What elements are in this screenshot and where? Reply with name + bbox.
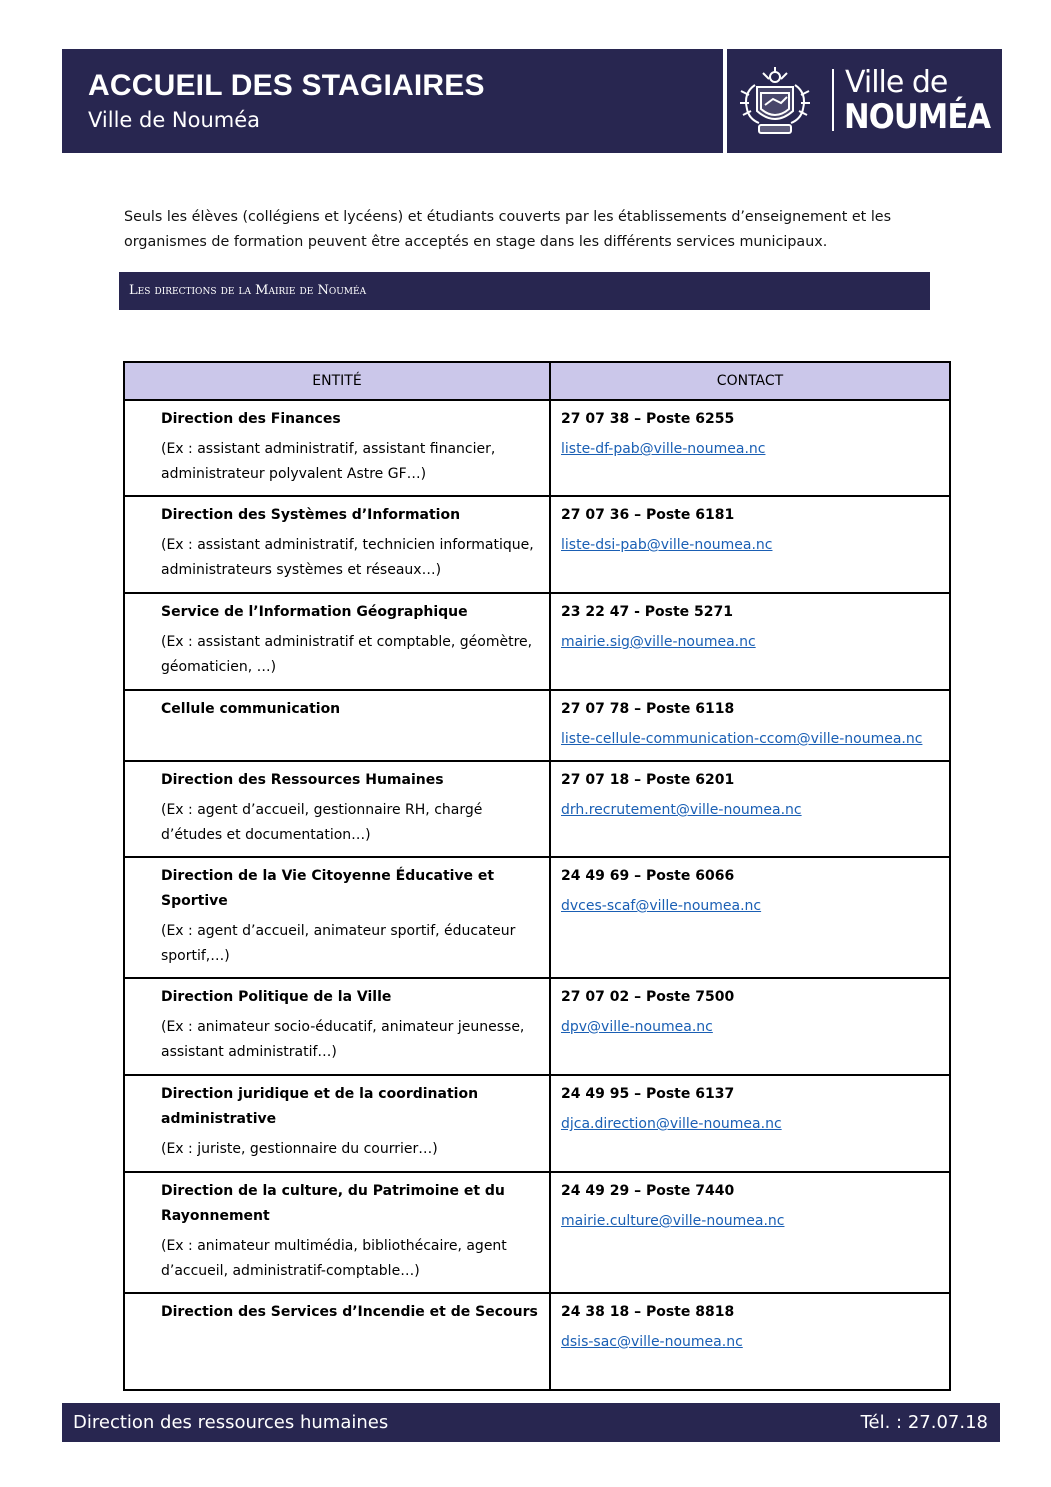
contact-email-link[interactable]: liste-dsi-pab@ville-noumea.nc xyxy=(561,537,773,553)
entity-cell xyxy=(124,1075,550,1172)
coat-of-arms-icon xyxy=(737,65,813,137)
contact-phone: 27 07 78 – Poste 6118 xyxy=(561,701,735,717)
contact-email-link[interactable]: liste-cellule-communication-ccom@ville-noumea.nc xyxy=(561,731,923,747)
table-row xyxy=(124,496,950,593)
contact-email-link[interactable]: drh.recrutement@ville-noumea.nc xyxy=(561,802,802,818)
contact-cell xyxy=(550,496,950,593)
entity-description: (Ex : assistant administratif et comptable, géomètre, géomaticien, …) xyxy=(161,634,533,675)
column-header-contact: CONTACT xyxy=(550,362,950,400)
contact-cell xyxy=(550,1075,950,1172)
contact-email-link[interactable]: liste-df-pab@ville-noumea.nc xyxy=(561,441,766,457)
page-footer xyxy=(62,1403,1000,1442)
contact-email-link[interactable]: dsis-sac@ville-noumea.nc xyxy=(561,1334,743,1350)
entity-cell xyxy=(124,690,550,761)
section-header xyxy=(119,272,930,310)
table-row xyxy=(124,761,950,857)
entity-cell xyxy=(124,761,550,857)
contact-phone: 27 07 38 – Poste 6255 xyxy=(561,411,735,427)
page-header xyxy=(62,49,1002,153)
contact-phone: 24 49 69 – Poste 6066 xyxy=(561,868,735,884)
section-title: Les directions de la Mairie de Nouméa xyxy=(129,283,367,298)
entity-name: Direction des Finances xyxy=(161,411,341,427)
table-row xyxy=(124,1075,950,1172)
page-title: ACCUEIL DES STAGIAIRES xyxy=(88,69,485,102)
entity-name: Direction de la Vie Citoyenne Éducative et Sportive xyxy=(161,868,495,909)
contact-email-link[interactable]: dpv@ville-noumea.nc xyxy=(561,1019,713,1035)
table-row xyxy=(124,857,950,978)
entity-description: (Ex : assistant administratif, technicien informatique, administrateurs systèmes et réseaux…) xyxy=(161,537,534,578)
contact-cell xyxy=(550,857,950,978)
table-row xyxy=(124,978,950,1075)
contact-phone: 24 38 18 – Poste 8818 xyxy=(561,1304,735,1320)
entity-description: (Ex : animateur multimédia, bibliothécaire, agent d’accueil, administratif-comptable…) xyxy=(161,1238,507,1279)
contact-cell xyxy=(550,400,950,496)
city-logo xyxy=(737,63,989,139)
contact-phone: 27 07 36 – Poste 6181 xyxy=(561,507,735,523)
contact-cell xyxy=(550,1172,950,1293)
contact-email-link[interactable]: mairie.culture@ville-noumea.nc xyxy=(561,1213,785,1229)
entity-cell xyxy=(124,1293,550,1390)
entity-cell xyxy=(124,496,550,593)
entity-description: (Ex : agent d’accueil, gestionnaire RH, chargé d’études et documentation…) xyxy=(161,802,483,843)
entity-description: (Ex : assistant administratif, assistant financier, administrateur polyvalent Astre GF…) xyxy=(161,441,496,482)
contact-email-link[interactable]: djca.direction@ville-noumea.nc xyxy=(561,1116,782,1132)
logo-text-noumea: NOUMÉA xyxy=(844,97,991,137)
entity-cell xyxy=(124,978,550,1075)
entity-name: Direction de la culture, du Patrimoine et du Rayonnement xyxy=(161,1183,505,1224)
contact-cell xyxy=(550,978,950,1075)
footer-phone: Tél. : 27.07.18 xyxy=(860,1412,988,1433)
contact-email-link[interactable]: mairie.sig@ville-noumea.nc xyxy=(561,634,756,650)
page-subtitle: Ville de Nouméa xyxy=(88,108,261,132)
table-row xyxy=(124,1293,950,1390)
contact-email-link[interactable]: dvces-scaf@ville-noumea.nc xyxy=(561,898,762,914)
entity-description: (Ex : animateur socio-éducatif, animateur jeunesse, assistant administratif…) xyxy=(161,1019,525,1060)
contact-phone: 27 07 18 – Poste 6201 xyxy=(561,772,735,788)
entity-description: (Ex : agent d’accueil, animateur sportif, éducateur sportif,…) xyxy=(161,923,516,964)
entity-name: Direction Politique de la Ville xyxy=(161,989,392,1005)
header-divider xyxy=(723,49,727,153)
entity-cell xyxy=(124,857,550,978)
footer-department: Direction des ressources humaines xyxy=(73,1412,389,1433)
contact-phone: 23 22 47 - Poste 5271 xyxy=(561,604,733,620)
table-row xyxy=(124,400,950,496)
entity-name: Direction des Systèmes d’Information xyxy=(161,507,461,523)
entity-name: Cellule communication xyxy=(161,701,341,717)
table-row xyxy=(124,593,950,690)
entity-cell xyxy=(124,400,550,496)
intro-paragraph: Seuls les élèves (collégiens et lycéens) et étudiants couverts par les établissements d’enseignement et les organismes de formation peuvent être acceptés en stage dans les différents services municipaux. xyxy=(124,209,892,250)
contact-cell xyxy=(550,593,950,690)
contact-cell xyxy=(550,761,950,857)
column-header-entity: ENTITÉ xyxy=(124,362,550,400)
entity-name: Direction des Ressources Humaines xyxy=(161,772,444,788)
entity-cell xyxy=(124,593,550,690)
contact-phone: 24 49 29 – Poste 7440 xyxy=(561,1183,735,1199)
contact-cell xyxy=(550,1293,950,1390)
entity-name: Direction des Services d’Incendie et de Secours xyxy=(161,1304,538,1320)
directions-table xyxy=(123,361,951,1391)
logo-text-ville: Ville de xyxy=(845,65,948,100)
table-row xyxy=(124,1172,950,1293)
logo-separator xyxy=(832,69,834,131)
entity-description: (Ex : juriste, gestionnaire du courrier…) xyxy=(161,1141,438,1157)
table-header-row xyxy=(124,362,950,400)
contact-cell xyxy=(550,690,950,761)
contact-phone: 27 07 02 – Poste 7500 xyxy=(561,989,735,1005)
entity-name: Direction juridique et de la coordination administrative xyxy=(161,1086,479,1127)
entity-name: Service de l’Information Géographique xyxy=(161,604,468,620)
table-row xyxy=(124,690,950,761)
contact-phone: 24 49 95 – Poste 6137 xyxy=(561,1086,735,1102)
entity-cell xyxy=(124,1172,550,1293)
